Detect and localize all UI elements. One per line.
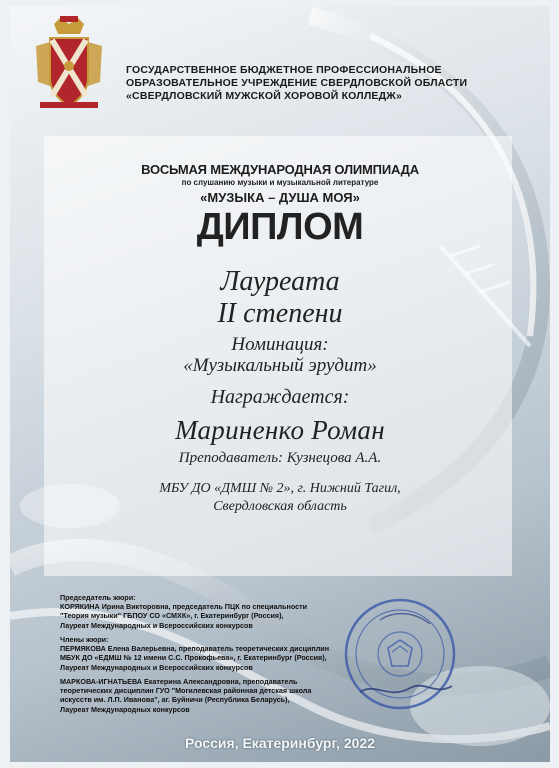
olympiad-subtitle: по слушанию музыки и музыкальной литературе: [181, 178, 379, 187]
jury-member-line: Лауреат Международных и Всероссийских конкурсов: [60, 662, 253, 672]
school-line-1: МБУ ДО «ДМШ № 2», г. Нижний Тагил,: [159, 481, 401, 496]
jury-chair-line: КОРЯКИНА Ирина Викторовна, председатель ПЦК по специальности: [60, 602, 308, 612]
institution-line-2: ОБРАЗОВАТЕЛЬНОЕ УЧРЕЖДЕНИЕ СВЕРДЛОВСКОЙ ОБЛАСТИ: [126, 77, 468, 89]
laureate-label: Лауреата: [220, 266, 340, 297]
jury-member-line: Лауреат Международных конкурсов: [60, 704, 190, 714]
jury-member-line: МАРКОВА-ИГНАТЬЕВА Екатерина Александровна, преподаватель: [60, 677, 298, 686]
official-stamp-icon: [340, 596, 460, 714]
school-line-2: Свердловская область: [213, 499, 347, 514]
diploma-page: [10, 6, 550, 762]
teacher-line: Преподаватель: Кузнецова А.А.: [178, 450, 382, 466]
awarded-label: Награждается:: [210, 386, 350, 408]
footer-place-year: Россия, Екатеринбург, 2022: [184, 735, 375, 751]
institution-line-1: ГОСУДАРСТВЕННОЕ БЮДЖЕТНОЕ ПРОФЕССИОНАЛЬНОЕ: [126, 64, 442, 76]
jury-chair-line: Лауреат Международных и Всероссийских конкурсов: [60, 620, 253, 630]
jury-member-line: теоретических дисциплин ГУО "Могилевская районная детская школа: [60, 686, 312, 696]
olympiad-name: «МУЗЫКА – ДУША МОЯ»: [200, 190, 360, 205]
jury-chair-line: Председатель жюри:: [60, 593, 136, 602]
jury-member-line: искусств им. Л.П. Иванова", аг. Буйничи (Республика Беларусь),: [60, 695, 290, 705]
jury-member-line: МБУК ДО «ЕДМШ № 12 имени С.С. Прокофьева», г. Екатеринбург (Россия),: [60, 653, 327, 663]
coat-of-arms-icon: [30, 16, 108, 112]
diploma-title: ДИПЛОМ: [196, 206, 364, 248]
nomination-label: Номинация:: [231, 334, 329, 355]
jury-member-line: ПЕРМЯКОВА Елена Валерьевна, преподаватель теоретических дисциплин: [60, 644, 330, 654]
jury-member-line: Члены жюри:: [60, 635, 109, 644]
olympiad-title: ВОСЬМАЯ МЕЖДУНАРОДНАЯ ОЛИМПИАДА: [141, 162, 419, 177]
recipient-name: Мариненко Роман: [175, 415, 385, 445]
institution-name: [126, 64, 506, 103]
jury-chair-line: "Теория музыки" ГБПОУ СО «СМХК», г. Екатеринбург (Россия),: [60, 611, 284, 621]
institution-line-3: «СВЕРДЛОВСКИЙ МУЖСКОЙ ХОРОВОЙ КОЛЛЕДЖ»: [126, 90, 403, 102]
nomination-value: «Музыкальный эрудит»: [183, 355, 377, 376]
degree-label: II степени: [217, 298, 343, 329]
